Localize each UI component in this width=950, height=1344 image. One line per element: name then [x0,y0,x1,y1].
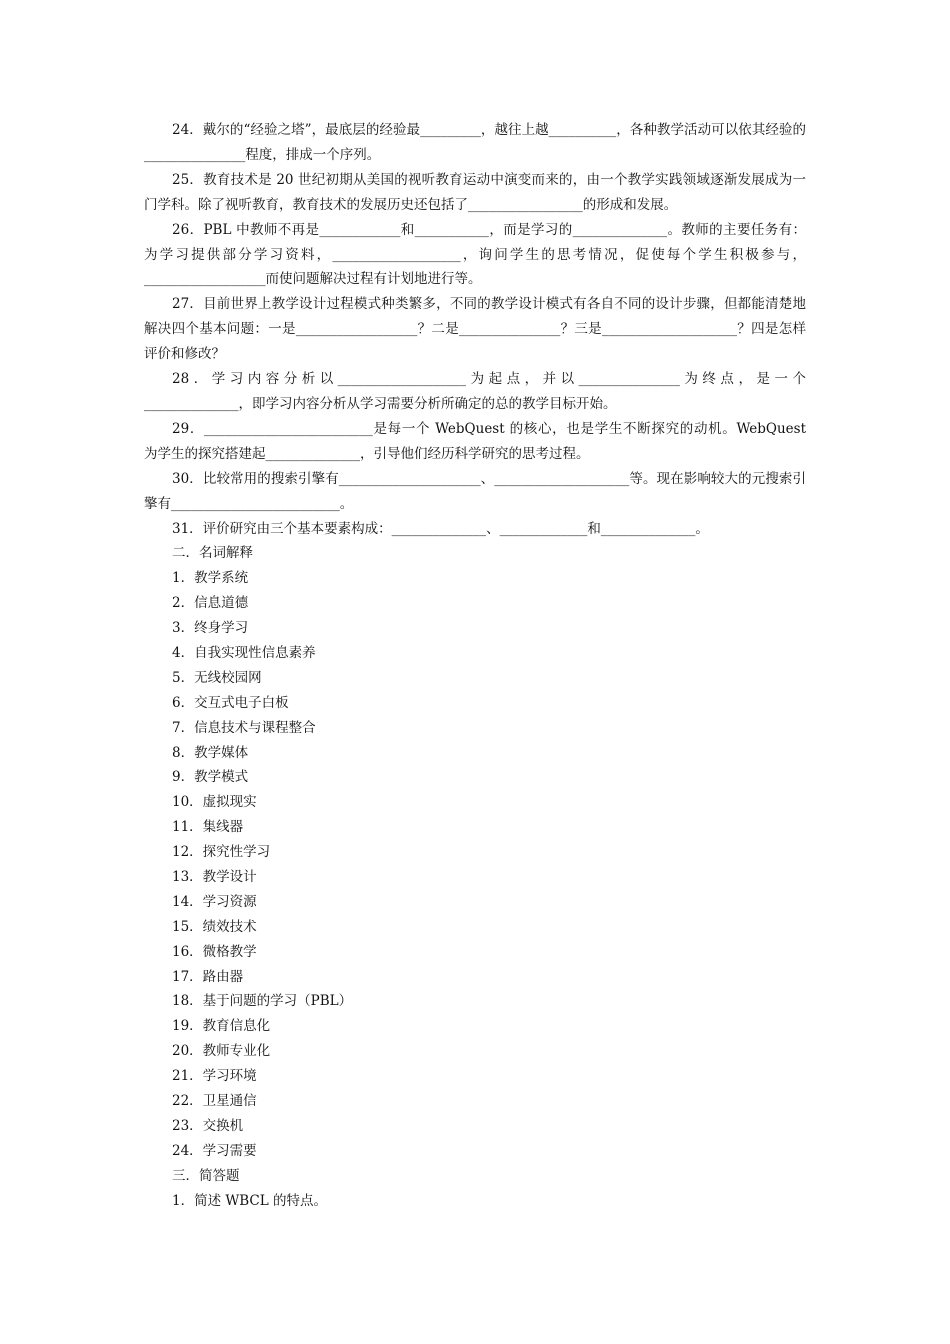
question-27: 27．目前世界上教学设计过程模式种类繁多，不同的教学设计模式有各自不同的设计步骤，但都能清楚地解决四个基本问题：一是__________________？二是_______________？三是____________________？四是怎样评价和修改？ [144,296,806,363]
term-item: 13．教学设计 [172,868,257,885]
term-item: 10．虚拟现实 [172,794,257,811]
term-item: 4．自我实现性信息素养 [172,644,316,661]
term-item: 6．交互式电子白板 [172,694,289,711]
term-item: 15．绩效技术 [172,918,257,935]
term-explanation-section [144,541,806,1213]
section-heading-terms: 二．名词解释 [172,545,253,562]
term-item: 16．微格教学 [172,943,257,960]
term-item: 23．交换机 [172,1117,244,1134]
term-item: 2．信息道德 [172,595,249,612]
question-26: 26．PBL 中教师不再是____________和___________，而是学习的______________。教师的主要任务有：为学习提供部分学习资料，___________________，询问学生的思考情况，促使每个学生积极参与，__________________而使问题解决过程有计划地进行等。 [144,221,806,288]
question-28: 28．学习内容分析以___________________为起点，并以_______________为终点，是一个______________，即学习内容分析从学习需要分析所确定的总的教学目标开始。 [144,371,806,412]
section-heading-short-answer: 三．简答题 [172,1167,240,1184]
term-item: 24．学习需要 [172,1142,257,1159]
term-item: 11．集线器 [172,819,244,836]
question-24: 24．戴尔的“经验之塔”，最底层的经验最_________，越往上越__________，各种教学活动可以依其经验的_______________程度，排成一个序列。 [144,122,806,163]
term-item: 1．教学系统 [172,570,249,587]
term-item: 22．卫星通信 [172,1093,257,1109]
term-item: 20．教师专业化 [172,1043,271,1060]
term-item: 5．无线校园网 [172,669,262,686]
term-item: 19．教育信息化 [172,1018,271,1035]
term-item: 3．终身学习 [172,620,249,637]
term-item: 9．教学模式 [172,769,249,786]
question-31: 31．评价研究由三个基本要素构成：______________、_____________和______________。 [172,520,709,537]
term-item: 14．学习资源 [172,893,257,910]
term-item: 21．学习环境 [172,1068,257,1085]
question-25: 25．教育技术是 20 世纪初期从美国的视听教育运动中演变而来的，由一个教学实践领域逐渐发展成为一门学科。除了视听教育，教育技术的发展历史还包括了_________________的形成和发展。 [144,171,806,213]
question-30: 30．比较常用的搜索引擎有_____________________、____________________等。现在影响较大的元搜索引擎有_________________________。 [144,470,806,512]
term-item: 18．基于问题的学习（PBL） [172,993,353,1010]
term-item: 7．信息技术与课程整合 [172,719,316,736]
term-item: 12．探究性学习 [172,844,271,861]
term-item: 8．教学媒体 [172,744,249,761]
question-29: 29．_________________________是每一个 WebQuest 的核心，也是学生不断探究的动机。WebQuest 为学生的探究搭建起______________，引导他们经历科学研究的思考过程。 [144,420,806,462]
term-item: 17．路由器 [172,968,244,985]
fill-blank-section [144,118,806,541]
short-answer-item: 1．简述 WBCL 的特点。 [172,1192,328,1209]
